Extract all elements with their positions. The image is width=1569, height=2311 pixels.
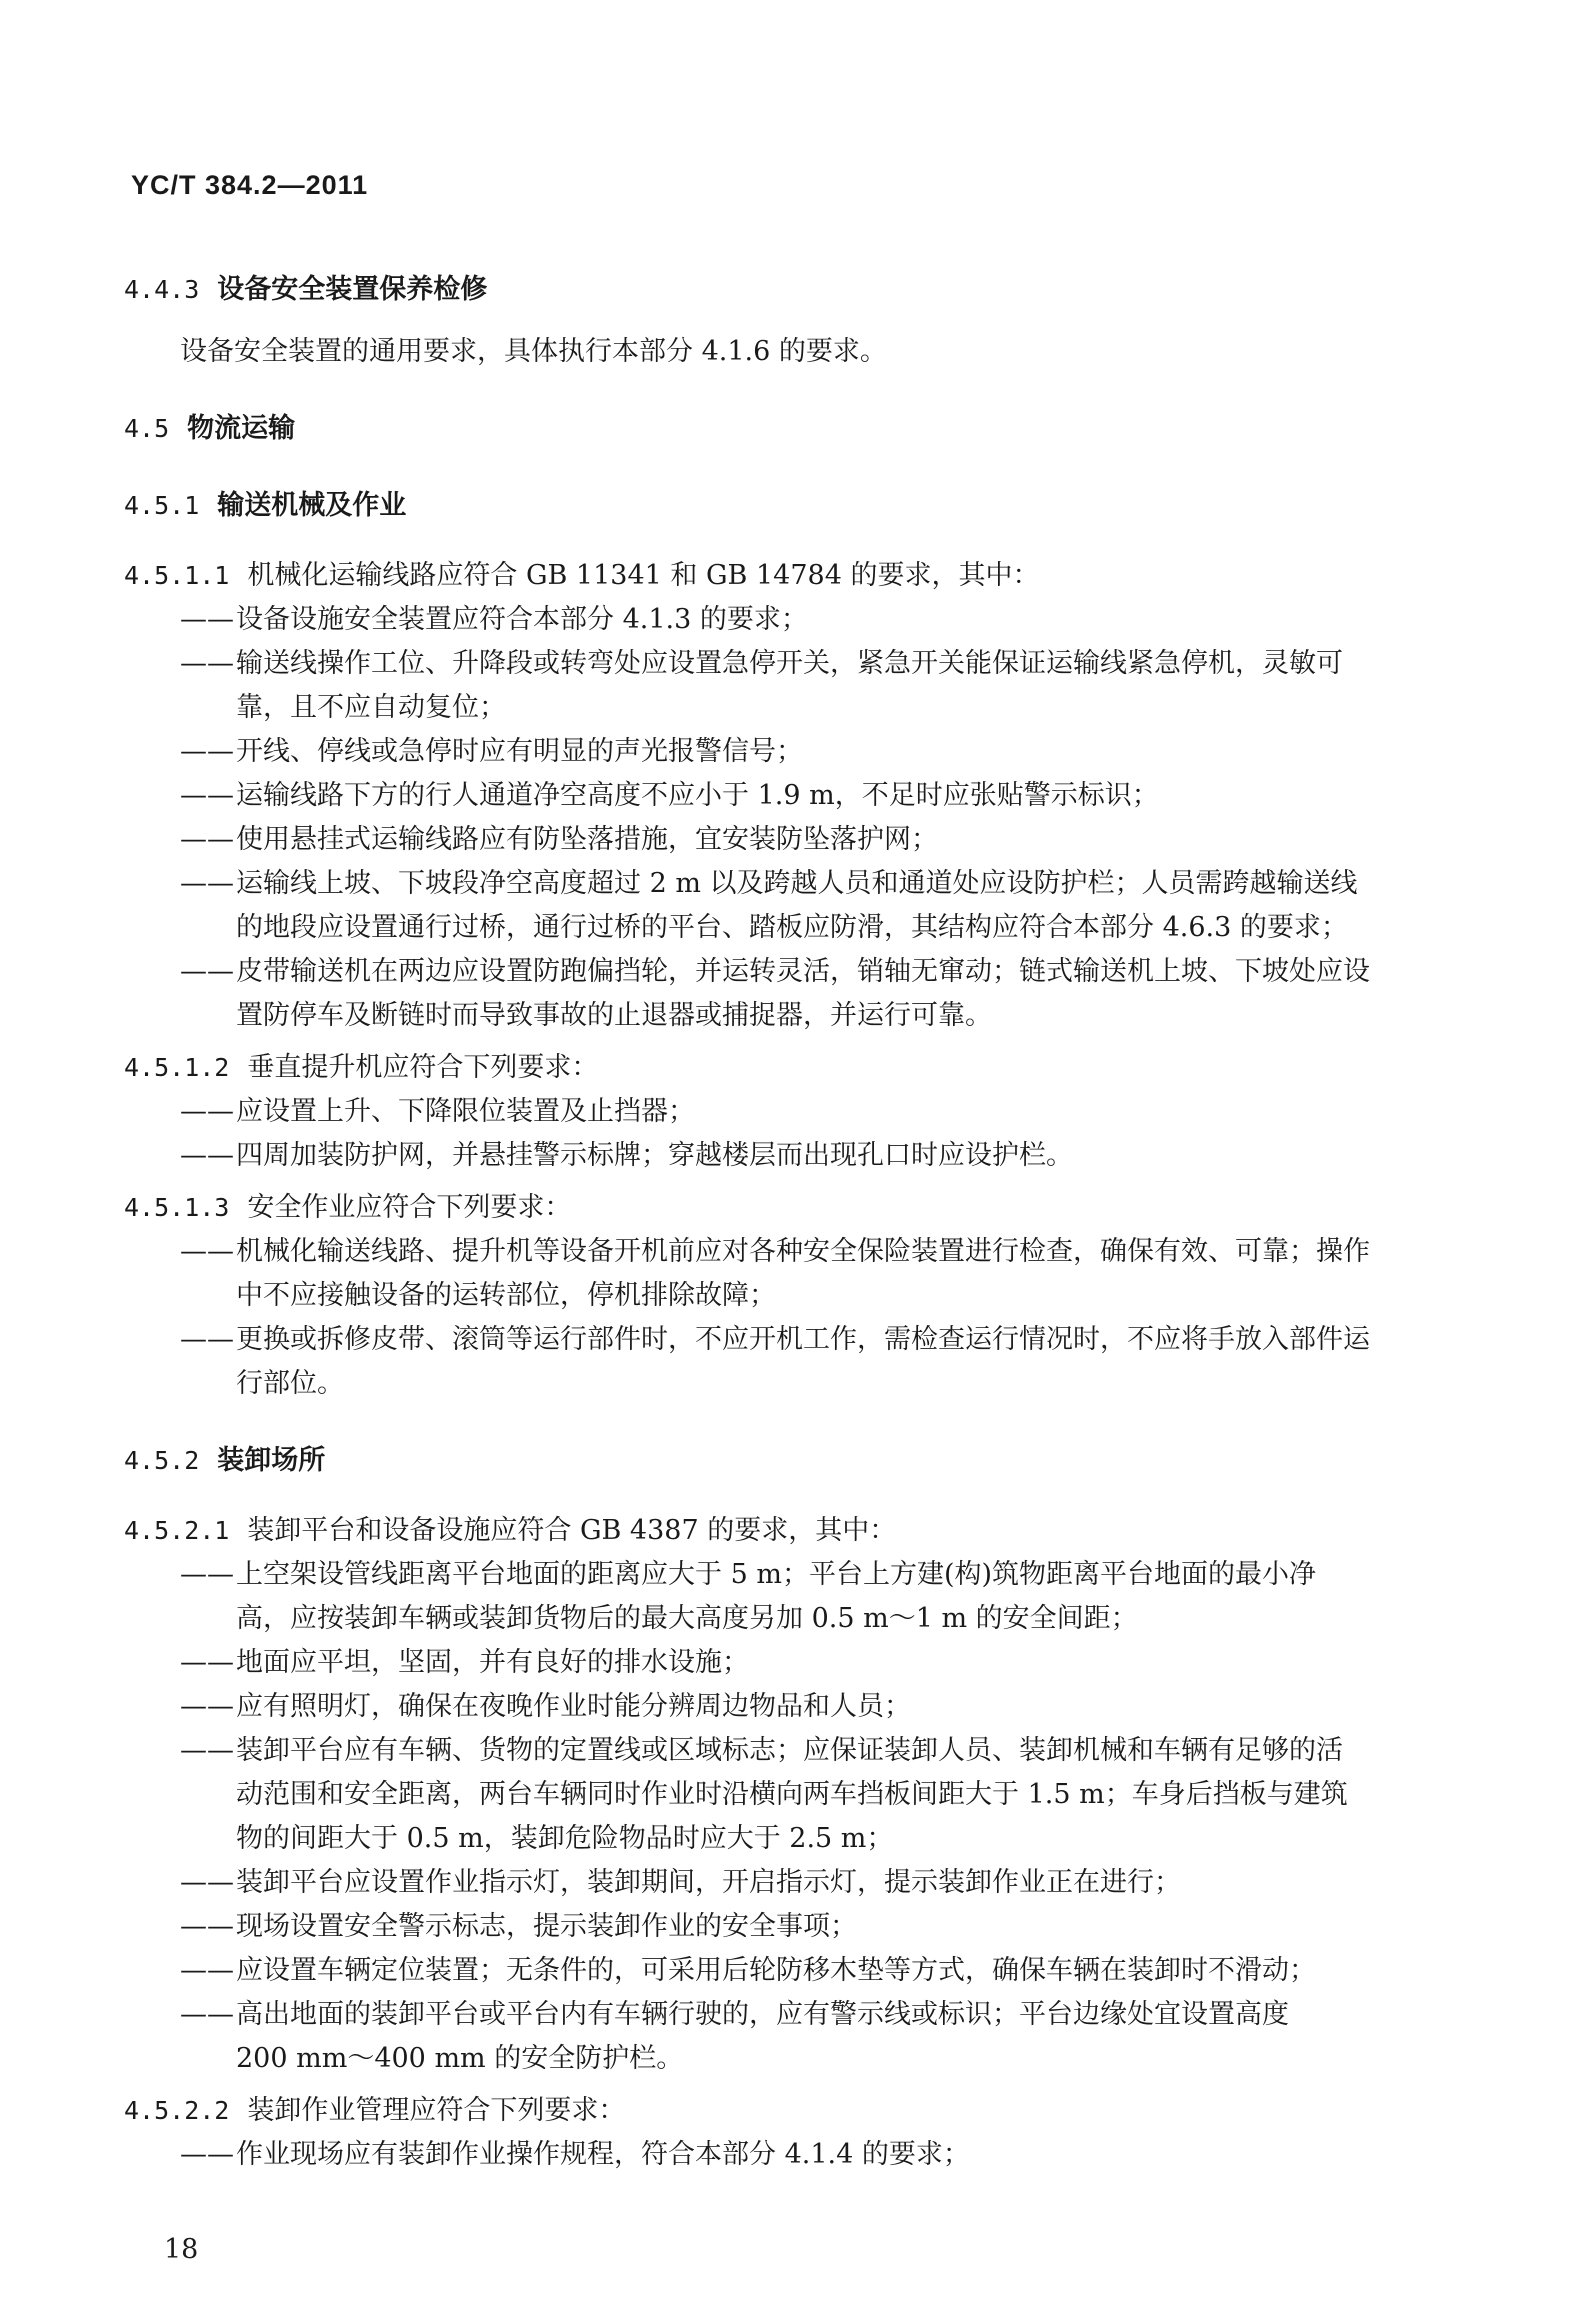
section-heading	[124, 484, 1414, 528]
clause	[124, 554, 1414, 598]
list-item-line	[124, 950, 1414, 994]
list-item-text: 上空架设管线距离平台地面的距离应大于 5 m；平台上方建(构)筑物距离平台地面的最小净	[236, 1559, 1317, 1590]
document-body	[124, 268, 1414, 2177]
dash-marker: ——	[180, 824, 234, 855]
clause-number: 4.5.1.1	[124, 561, 230, 590]
dash-marker: ——	[180, 1559, 234, 1590]
section-number: 4.4.3	[124, 275, 200, 304]
list-item	[124, 1090, 1414, 1134]
dash-marker: ——	[180, 1691, 234, 1722]
list-item-text: 行部位。	[236, 1368, 344, 1399]
list-item-line	[124, 818, 1414, 862]
dash-marker: ——	[180, 1236, 234, 1267]
list-item-continuation	[124, 906, 1414, 950]
list-item-line	[124, 1993, 1414, 2037]
section-title: 设备安全装置保养检修	[217, 274, 488, 305]
list-item-line	[124, 862, 1414, 906]
list-item-text: 高出地面的装卸平台或平台内有车辆行驶的，应有警示线或标识；平台边缘处宜设置高度	[236, 1999, 1289, 2030]
dash-marker: ——	[180, 648, 234, 679]
list-item-text: 使用悬挂式运输线路应有防坠落措施，宜安装防坠落护网；	[236, 824, 938, 855]
section-heading	[124, 268, 1414, 312]
clause-number: 4.5.1.2	[124, 1053, 230, 1082]
list-item-continuation	[124, 994, 1414, 1038]
section-title: 装卸场所	[217, 1445, 326, 1476]
list-item	[124, 774, 1414, 818]
list-item	[124, 1729, 1414, 1861]
page-number: 18	[164, 2234, 199, 2265]
dash-marker: ——	[180, 1911, 234, 1942]
dash-marker: ——	[180, 1955, 234, 1986]
list-item	[124, 1685, 1414, 1729]
clause	[124, 2089, 1414, 2133]
clause	[124, 1186, 1414, 1230]
list-item-line	[124, 1090, 1414, 1134]
list-item-line	[124, 642, 1414, 686]
dash-marker: ——	[180, 1140, 234, 1171]
clause	[124, 1046, 1414, 1090]
list-item	[124, 1905, 1414, 1949]
clause-number: 4.5.2.2	[124, 2096, 230, 2125]
clause-number: 4.5.1.3	[124, 1193, 230, 1222]
list-item-line	[124, 1318, 1414, 1362]
list-item-line	[124, 774, 1414, 818]
list-item	[124, 1553, 1414, 1641]
list-item-line	[124, 2133, 1414, 2177]
list-item-text: 应设置上升、下降限位装置及止挡器；	[236, 1096, 695, 1127]
clause-text: 装卸作业管理应符合下列要求：	[247, 2095, 626, 2126]
list-item-line	[124, 1641, 1414, 1685]
section-number: 4.5.2	[124, 1446, 200, 1475]
paragraph: 设备安全装置的通用要求，具体执行本部分 4.1.6 的要求。	[180, 336, 887, 367]
list-item	[124, 1134, 1414, 1178]
list-item	[124, 1861, 1414, 1905]
section-number: 4.5.1	[124, 491, 200, 520]
list-item	[124, 950, 1414, 1038]
list-item-continuation	[124, 1773, 1414, 1817]
clause-text: 装卸平台和设备设施应符合 GB 4387 的要求，其中：	[247, 1515, 897, 1546]
dash-marker: ——	[180, 736, 234, 767]
dash-marker: ——	[180, 868, 234, 899]
dash-marker: ——	[180, 1096, 234, 1127]
list-item-line	[124, 1729, 1414, 1773]
list-item-line	[124, 598, 1414, 642]
clause-text: 机械化运输线路应符合 GB 11341 和 GB 14784 的要求，其中：	[247, 560, 1040, 591]
list-item	[124, 1230, 1414, 1318]
list-item-continuation	[124, 1597, 1414, 1641]
clause-text: 安全作业应符合下列要求：	[247, 1192, 572, 1223]
list-item	[124, 862, 1414, 950]
list-item-text: 中不应接触设备的运转部位，停机排除故障；	[236, 1280, 776, 1311]
clause	[124, 1509, 1414, 1553]
list-item-continuation	[124, 686, 1414, 730]
dash-marker: ——	[180, 1735, 234, 1766]
clause-number: 4.5.2.1	[124, 1516, 230, 1545]
list-item-text: 地面应平坦，坚固，并有良好的排水设施；	[236, 1647, 749, 1678]
dash-marker: ——	[180, 780, 234, 811]
list-item	[124, 1318, 1414, 1406]
list-item-text: 物的间距大于 0.5 m，装卸危险物品时应大于 2.5 m；	[236, 1823, 894, 1854]
list-item-line	[124, 1134, 1414, 1178]
list-item-line	[124, 1861, 1414, 1905]
list-item	[124, 598, 1414, 642]
list-item-text: 更换或拆修皮带、滚筒等运行部件时，不应开机工作，需检查运行情况时，不应将手放入部件运	[236, 1324, 1370, 1355]
list-item-text: 高，应按装卸车辆或装卸货物后的最大高度另加 0.5 m～1 m 的安全间距；	[236, 1603, 1138, 1634]
list-item-text: 现场设置安全警示标志，提示装卸作业的安全事项；	[236, 1911, 857, 1942]
section-heading	[124, 1439, 1414, 1483]
section-title: 输送机械及作业	[217, 490, 407, 521]
list-item-line	[124, 1553, 1414, 1597]
list-item-text: 装卸平台应设置作业指示灯，装卸期间，开启指示灯，提示装卸作业正在进行；	[236, 1867, 1181, 1898]
list-item	[124, 2133, 1414, 2177]
list-item-text: 运输线上坡、下坡段净空高度超过 2 m 以及跨越人员和通道处应设防护栏；人员需跨越输送线	[236, 868, 1358, 899]
dash-marker: ——	[180, 1647, 234, 1678]
list-item	[124, 1641, 1414, 1685]
list-item-text: 设备设施安全装置应符合本部分 4.1.3 的要求；	[236, 604, 808, 635]
list-item	[124, 1949, 1414, 1993]
dash-marker: ——	[180, 2139, 234, 2170]
dash-marker: ——	[180, 604, 234, 635]
list-item-line	[124, 1685, 1414, 1729]
list-item-continuation	[124, 1274, 1414, 1318]
list-item-text: 开线、停线或急停时应有明显的声光报警信号；	[236, 736, 803, 767]
list-item-text: 运输线路下方的行人通道净空高度不应小于 1.9 m，不足时应张贴警示标识；	[236, 780, 1159, 811]
list-item-text: 装卸平台应有车辆、货物的定置线或区域标志；应保证装卸人员、装卸机械和车辆有足够的活	[236, 1735, 1343, 1766]
list-item-text: 输送线操作工位、升降段或转弯处应设置急停开关，紧急开关能保证运输线紧急停机，灵敏可	[236, 648, 1343, 679]
list-item	[124, 730, 1414, 774]
list-item	[124, 642, 1414, 730]
dash-marker: ——	[180, 1867, 234, 1898]
dash-marker: ——	[180, 1999, 234, 2030]
list-item-text: 动范围和安全距离，两台车辆同时作业时沿横向两车挡板间距大于 1.5 m；车身后挡板与建筑	[236, 1779, 1348, 1810]
section-title: 物流运输	[187, 413, 296, 444]
list-item-continuation	[124, 1362, 1414, 1406]
section-heading	[124, 407, 1414, 451]
list-item-text: 四周加装防护网，并悬挂警示标牌；穿越楼层而出现孔口时应设护栏。	[236, 1140, 1073, 1171]
list-item-text: 机械化输送线路、提升机等设备开机前应对各种安全保险装置进行检查，确保有效、可靠；操作	[236, 1236, 1370, 1267]
list-item	[124, 1993, 1414, 2081]
list-item-text: 作业现场应有装卸作业操作规程，符合本部分 4.1.4 的要求；	[236, 2139, 970, 2170]
list-item-line	[124, 1949, 1414, 1993]
section-number: 4.5	[124, 414, 170, 443]
list-item-text: 皮带输送机在两边应设置防跑偏挡轮，并运转灵活，销轴无窜动；链式输送机上坡、下坡处应设	[236, 956, 1370, 987]
list-item-text: 的地段应设置通行过桥，通行过桥的平台、踏板应防滑，其结构应符合本部分 4.6.3 的要求；	[236, 912, 1348, 943]
list-item-line	[124, 730, 1414, 774]
list-item-continuation	[124, 1817, 1414, 1861]
list-item-text: 置防停车及断链时而导致事故的止退器或捕捉器，并运行可靠。	[236, 1000, 992, 1031]
standard-number: YC/T 384.2—2011	[131, 170, 369, 200]
list-item-continuation	[124, 2037, 1414, 2081]
list-item	[124, 818, 1414, 862]
list-item-text: 200 mm～400 mm 的安全防护栏。	[236, 2043, 684, 2074]
list-item-line	[124, 1230, 1414, 1274]
list-item-text: 应有照明灯，确保在夜晚作业时能分辨周边物品和人员；	[236, 1691, 911, 1722]
dash-marker: ——	[180, 956, 234, 987]
list-item-text: 靠，且不应自动复位；	[236, 692, 506, 723]
list-item-line	[124, 1905, 1414, 1949]
clause-text: 垂直提升机应符合下列要求：	[247, 1052, 599, 1083]
list-item-text: 应设置车辆定位装置；无条件的，可采用后轮防移木垫等方式，确保车辆在装卸时不滑动；	[236, 1955, 1316, 1986]
dash-marker: ——	[180, 1324, 234, 1355]
